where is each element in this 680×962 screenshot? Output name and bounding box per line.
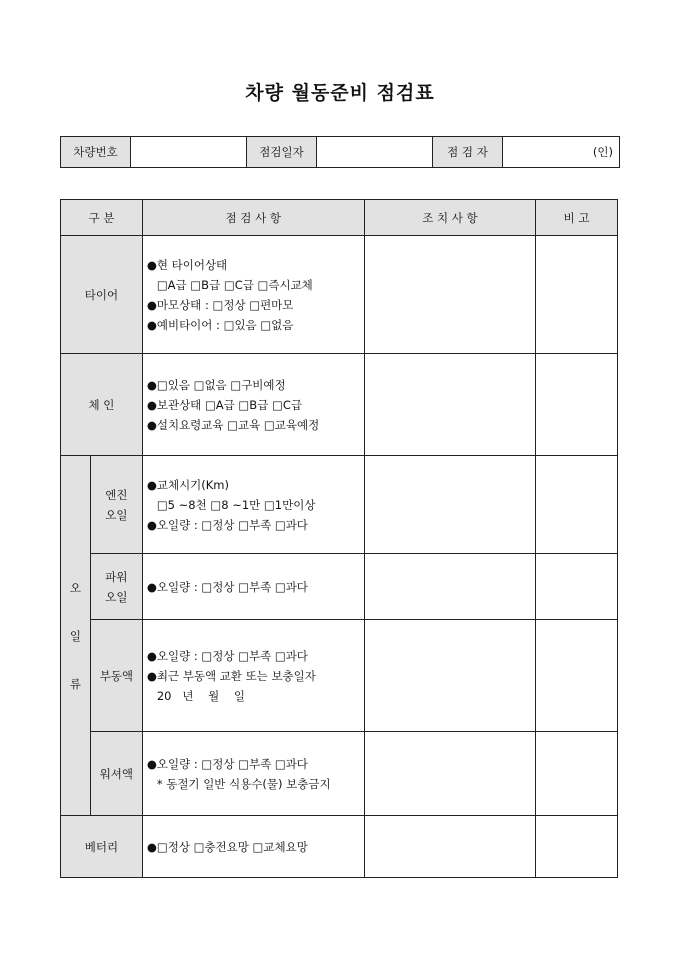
items-tire xyxy=(142,236,364,354)
row-label-antifreeze: 부동액 xyxy=(90,620,142,732)
item-line: ●□있음 □없음 □구비예정 xyxy=(146,377,286,392)
table-row xyxy=(61,732,618,816)
row-label-tire: 타이어 xyxy=(61,236,143,354)
item-line: ●예비타이어 : □있음 □없음 xyxy=(146,317,294,332)
actions-cell-washer[interactable] xyxy=(364,732,536,816)
item-line: ●현 타이어상태 xyxy=(146,257,228,272)
actions-cell-battery[interactable] xyxy=(364,816,536,878)
actions-cell-antifreeze[interactable] xyxy=(364,620,536,732)
item-line: ●오일량 : □정상 □부족 □과다 xyxy=(146,648,308,663)
table-row xyxy=(61,816,618,878)
remarks-cell-washer[interactable] xyxy=(536,732,618,816)
label-line: 오일 xyxy=(105,507,128,522)
inspection-table xyxy=(60,199,618,878)
header-items: 점 검 사 항 xyxy=(142,200,364,236)
remarks-cell-antifreeze[interactable] xyxy=(536,620,618,732)
items-antifreeze xyxy=(142,620,364,732)
item-line: □5 ~8천 □8 ~1만 □1만이상 xyxy=(156,497,316,512)
row-label-power-oil xyxy=(90,554,142,620)
row-label-oil-group xyxy=(61,456,91,816)
vehicle-no-label: 차량번호 xyxy=(61,137,131,168)
label-line: 오일 xyxy=(105,589,128,604)
item-line: ●마모상태 : □정상 □편마모 xyxy=(146,297,294,312)
table-row xyxy=(61,554,618,620)
row-label-washer: 워셔액 xyxy=(90,732,142,816)
item-line: ●설치요령교육 □교육 □교육예정 xyxy=(146,417,320,432)
date-label: 점검일자 xyxy=(247,137,317,168)
date-field[interactable] xyxy=(317,137,433,168)
actions-cell-chain[interactable] xyxy=(364,354,536,456)
item-line: 20 년 월 일 xyxy=(156,688,245,703)
table-row xyxy=(61,620,618,732)
seal-text: (인) xyxy=(592,145,613,159)
actions-cell-engine-oil[interactable] xyxy=(364,456,536,554)
items-engine-oil xyxy=(142,456,364,554)
item-line: * 동절기 일반 식용수(물) 보충금지 xyxy=(156,776,331,791)
item-line: ●교체시기(Km) xyxy=(146,477,229,492)
item-line: □A급 □B급 □C급 □즉시교체 xyxy=(156,277,313,292)
vehicle-no-field[interactable] xyxy=(131,137,247,168)
oil-group-char: 오 xyxy=(69,580,82,595)
items-power-oil xyxy=(142,554,364,620)
items-washer xyxy=(142,732,364,816)
item-line: ●최근 부동액 교환 또는 보충일자 xyxy=(146,668,316,683)
actions-cell-tire[interactable] xyxy=(364,236,536,354)
remarks-cell-power-oil[interactable] xyxy=(536,554,618,620)
table-row xyxy=(61,456,618,554)
item-line: ●보관상태 □A급 □B급 □C급 xyxy=(146,397,302,412)
row-label-battery: 베터리 xyxy=(61,816,143,878)
row-label-chain: 체 인 xyxy=(61,354,143,456)
item-line: ●□정상 □충전요망 □교체요망 xyxy=(146,839,308,854)
item-line: ●오일량 : □정상 □부족 □과다 xyxy=(146,756,308,771)
items-chain xyxy=(142,354,364,456)
header-actions: 조 치 사 항 xyxy=(364,200,536,236)
inspector-label: 점 검 자 xyxy=(433,137,503,168)
inspector-field[interactable] xyxy=(503,137,620,168)
oil-group-char: 일 xyxy=(69,628,82,643)
items-battery xyxy=(142,816,364,878)
row-label-engine-oil xyxy=(90,456,142,554)
table-row xyxy=(61,236,618,354)
oil-group-char: 류 xyxy=(69,676,82,691)
label-line: 엔진 xyxy=(105,487,128,502)
label-line: 파워 xyxy=(105,569,128,584)
header-remarks: 비 고 xyxy=(536,200,618,236)
table-row xyxy=(61,354,618,456)
info-table xyxy=(60,136,620,168)
remarks-cell-chain[interactable] xyxy=(536,354,618,456)
remarks-cell-engine-oil[interactable] xyxy=(536,456,618,554)
actions-cell-power-oil[interactable] xyxy=(364,554,536,620)
page-title: 차량 월동준비 점검표 xyxy=(245,82,435,104)
item-line: ●오일량 : □정상 □부족 □과다 xyxy=(146,579,308,594)
remarks-cell-battery[interactable] xyxy=(536,816,618,878)
remarks-cell-tire[interactable] xyxy=(536,236,618,354)
header-category: 구 분 xyxy=(61,200,143,236)
item-line: ●오일량 : □정상 □부족 □과다 xyxy=(146,517,308,532)
